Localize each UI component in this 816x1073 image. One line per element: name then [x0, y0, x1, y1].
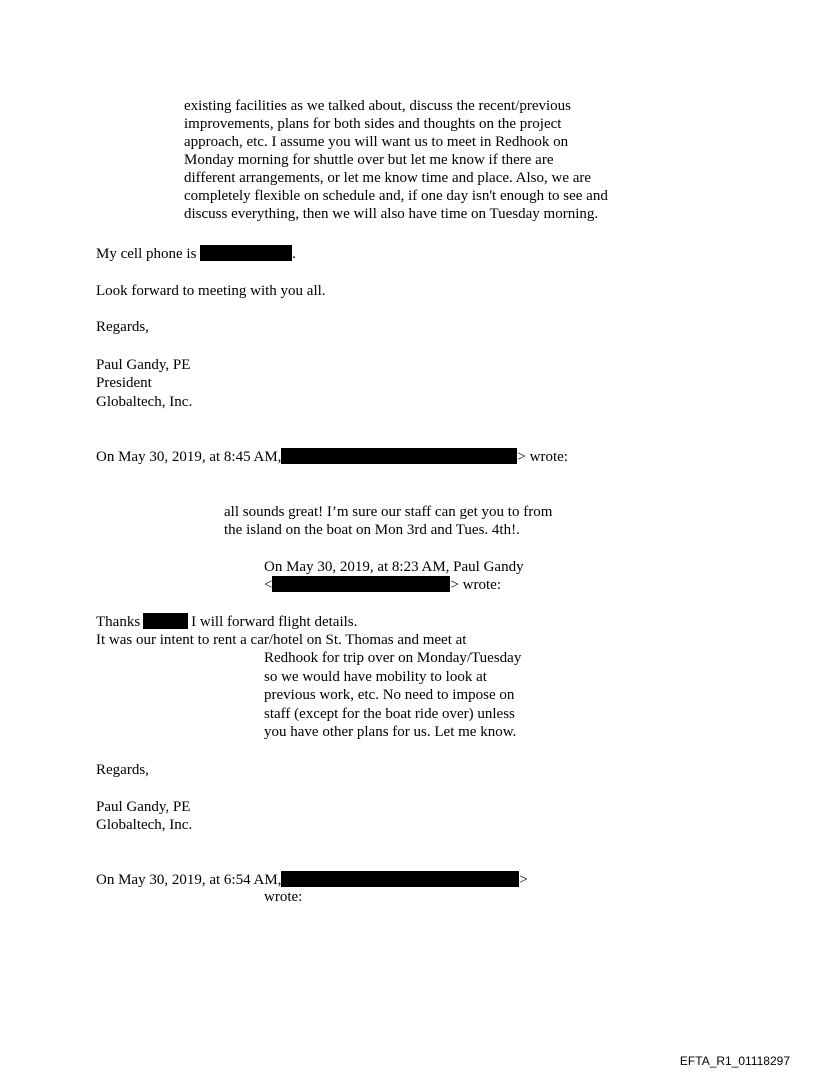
paragraph-line: improvements, plans for both sides and thoughts on the project — [184, 116, 562, 132]
closing-line: Look forward to meeting with you all. — [96, 283, 326, 299]
paragraph-line: discuss everything, then we will also have time on Tuesday morning. — [184, 206, 599, 222]
regards-text: Regards, — [96, 762, 149, 778]
intent-line: so we would have mobility to look at — [264, 669, 487, 685]
quote-header — [96, 871, 528, 889]
paragraph-line: completely flexible on schedule and, if one day isn't enough to see and — [184, 188, 608, 204]
intent-line: Redhook for trip over on Monday/Tuesday — [264, 650, 522, 666]
signature-name: Paul Gandy, PE — [96, 799, 191, 815]
regards-text: Regards, — [96, 319, 149, 335]
thanks-suffix: I will forward flight details. — [191, 614, 358, 630]
quote-header-email — [264, 576, 501, 594]
quote-header-wrote: wrote: — [264, 889, 303, 905]
intent-line: staff (except for the boat ride over) unless — [264, 706, 515, 722]
cell-phone-prefix: My cell phone is — [96, 246, 197, 262]
quote-header-prefix: < — [264, 577, 273, 593]
quote-header-prefix: On May 30, 2019, at 6:54 AM, — [96, 872, 282, 888]
cell-phone-suffix: . — [292, 246, 296, 262]
quote-header-suffix: > — [519, 872, 528, 888]
paragraph-line: different arrangements, or let me know time and place. Also, we are — [184, 170, 592, 186]
quote-header: On May 30, 2019, at 8:23 AM, Paul Gandy — [264, 559, 524, 575]
quote-header-suffix: > wrote: — [517, 449, 568, 465]
redaction-box — [143, 613, 188, 629]
signature-company: Globaltech, Inc. — [96, 817, 193, 833]
signature-title: President — [96, 375, 152, 391]
signature-name: Paul Gandy, PE — [96, 357, 191, 373]
bates-number: EFTA_R1_01118297 — [679, 1054, 790, 1068]
quote-header-suffix: > wrote: — [450, 577, 501, 593]
signature-company: Globaltech, Inc. — [96, 394, 193, 410]
redaction-box — [281, 448, 517, 464]
paragraph-line: existing facilities as we talked about, discuss the recent/previous — [184, 98, 571, 114]
quote-header-prefix: On May 30, 2019, at 8:45 AM, — [96, 449, 282, 465]
intent-line: previous work, etc. No need to impose on — [264, 687, 515, 703]
reply-line: the island on the boat on Mon 3rd and Tues. 4th!. — [224, 522, 520, 538]
intent-line: you have other plans for us. Let me know. — [264, 724, 517, 740]
redaction-box — [281, 871, 519, 887]
paragraph-line: Monday morning for shuttle over but let me know if there are — [184, 152, 554, 168]
paragraph-line: approach, etc. I assume you will want us to meet in Redhook on — [184, 134, 569, 150]
redaction-box — [272, 576, 450, 592]
cell-phone-line — [96, 245, 296, 263]
redaction-box — [200, 245, 292, 261]
thanks-prefix: Thanks — [96, 614, 141, 630]
quote-header — [96, 448, 568, 466]
thanks-line — [96, 613, 357, 631]
reply-line: all sounds great! I’m sure our staff can get you to from — [224, 504, 553, 520]
intent-line: It was our intent to rent a car/hotel on St. Thomas and meet at — [96, 632, 467, 648]
